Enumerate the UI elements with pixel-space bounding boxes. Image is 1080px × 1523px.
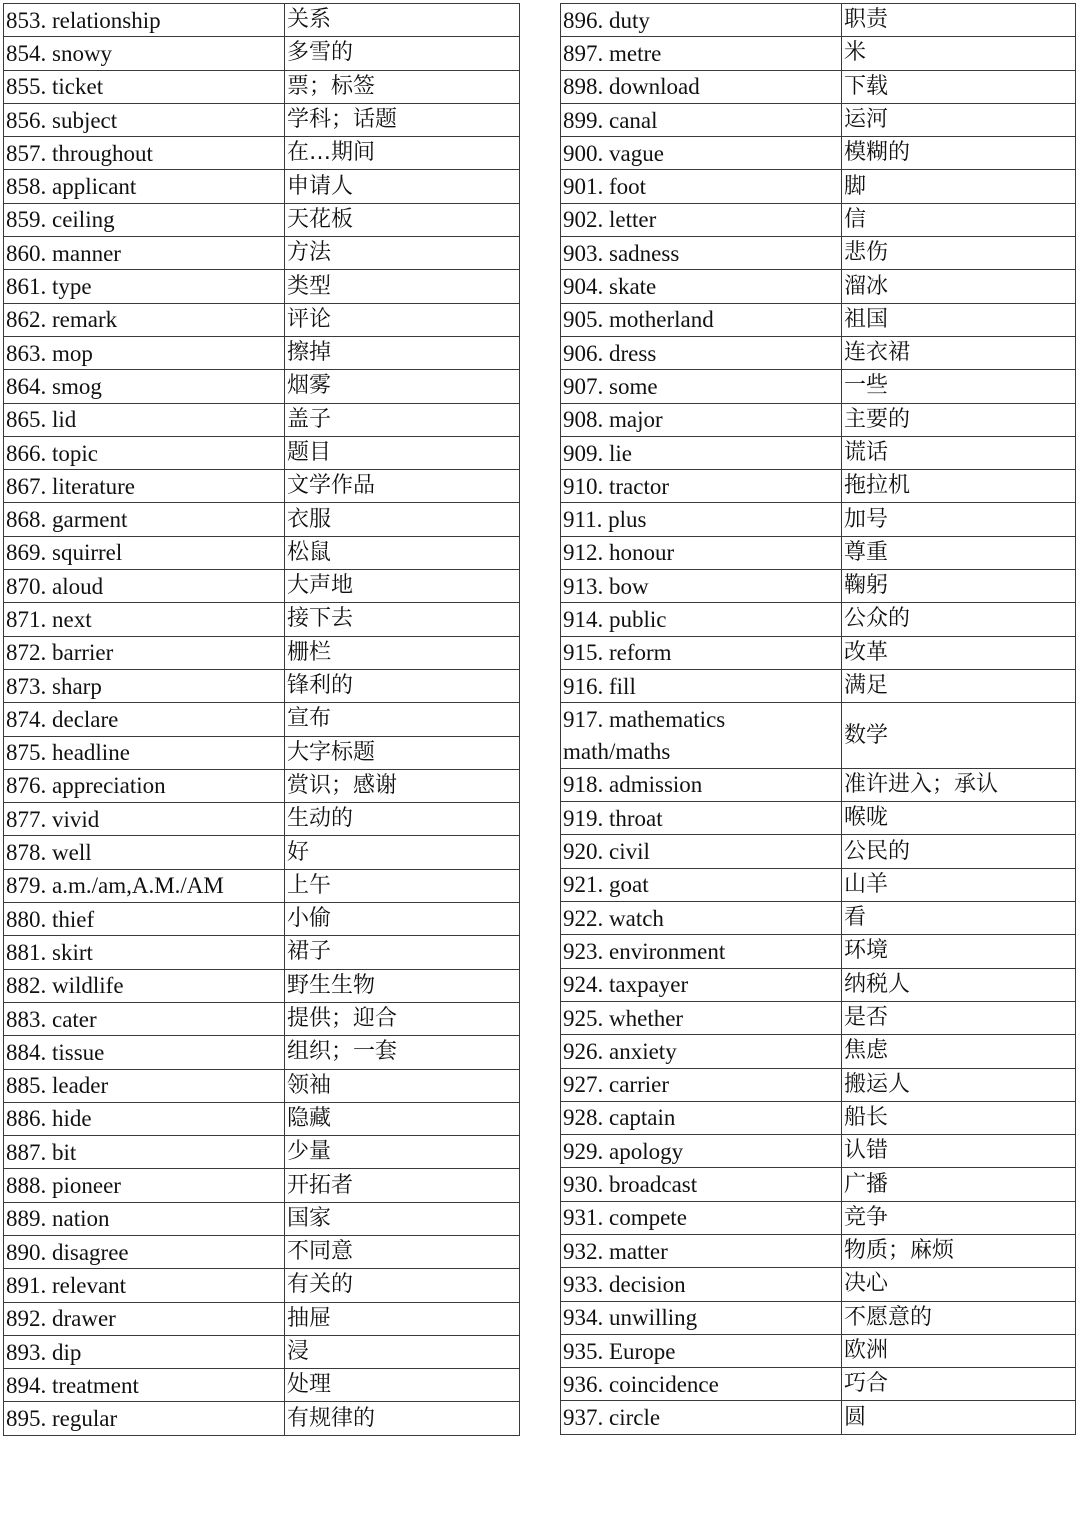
vocab-table-left: [3, 3, 520, 1436]
english-word-cell: 876. appreciation: [4, 769, 285, 802]
table-row: [4, 303, 520, 336]
table-row: [561, 536, 1076, 569]
table-row: [4, 103, 520, 136]
table-row: [4, 669, 520, 702]
table-row: [561, 203, 1076, 236]
table-row: [561, 1001, 1076, 1034]
table-row: [561, 103, 1076, 136]
chinese-meaning-cell: 尊重: [842, 536, 1076, 569]
chinese-meaning-cell: 环境: [842, 935, 1076, 968]
chinese-meaning-cell: 处理: [285, 1369, 520, 1402]
chinese-meaning-cell: 浸: [285, 1335, 520, 1368]
table-row: [4, 1402, 520, 1435]
chinese-meaning-cell: 评论: [285, 303, 520, 336]
chinese-meaning-cell: 票；标签: [285, 70, 520, 103]
english-word-cell: 858. applicant: [4, 170, 285, 203]
english-word-cell: 885. leader: [4, 1069, 285, 1102]
table-row: [4, 203, 520, 236]
table-row: [4, 503, 520, 536]
chinese-meaning-cell: 圆: [842, 1401, 1076, 1434]
english-word-cell: 932. matter: [561, 1234, 842, 1267]
english-word-cell: 907. some: [561, 370, 842, 403]
table-row: [4, 969, 520, 1002]
table-row: [4, 1202, 520, 1235]
table-row: [561, 902, 1076, 935]
chinese-meaning-cell: 学科；话题: [285, 103, 520, 136]
table-row: [561, 303, 1076, 336]
english-word-cell: 935. Europe: [561, 1334, 842, 1367]
table-row: [4, 1269, 520, 1302]
english-word-cell: 924. taxpayer: [561, 968, 842, 1001]
english-word-cell: 925. whether: [561, 1001, 842, 1034]
table-row: [4, 1169, 520, 1202]
table-row: [4, 536, 520, 569]
table-row: [4, 4, 520, 37]
table-row: [4, 869, 520, 902]
chinese-meaning-cell: 方法: [285, 237, 520, 270]
chinese-meaning-cell: 少量: [285, 1136, 520, 1169]
table-row: [561, 403, 1076, 436]
table-row: [4, 1369, 520, 1402]
chinese-meaning-cell: 盖子: [285, 403, 520, 436]
english-word-cell: 896. duty: [561, 4, 842, 37]
english-word-cell: 894. treatment: [4, 1369, 285, 1402]
chinese-meaning-cell: 申请人: [285, 170, 520, 203]
english-word-cell: 910. tractor: [561, 470, 842, 503]
table-row: [561, 669, 1076, 702]
english-word-cell: 914. public: [561, 603, 842, 636]
chinese-meaning-cell: 山羊: [842, 868, 1076, 901]
chinese-meaning-cell: 有关的: [285, 1269, 520, 1302]
chinese-meaning-cell: 喉咙: [842, 802, 1076, 835]
english-word-cell: 859. ceiling: [4, 203, 285, 236]
chinese-meaning-cell: 国家: [285, 1202, 520, 1235]
table-row: [561, 603, 1076, 636]
chinese-meaning-cell: 悲伤: [842, 237, 1076, 270]
table-row: [561, 636, 1076, 669]
english-word-cell: 890. disagree: [4, 1235, 285, 1268]
english-word-cell: 906. dress: [561, 336, 842, 369]
english-word-cell: 862. remark: [4, 303, 285, 336]
chinese-meaning-cell: 接下去: [285, 603, 520, 636]
chinese-meaning-cell: 裙子: [285, 936, 520, 969]
english-word-cell: 898. download: [561, 70, 842, 103]
chinese-meaning-cell: 溜冰: [842, 270, 1076, 303]
english-word-cell: 892. drawer: [4, 1302, 285, 1335]
english-word-cell: 878. well: [4, 836, 285, 869]
table-row: [4, 636, 520, 669]
chinese-meaning-cell: 竞争: [842, 1201, 1076, 1234]
english-word-cell: 918. admission: [561, 768, 842, 801]
english-word-cell: 900. vague: [561, 137, 842, 170]
table-row: [561, 170, 1076, 203]
english-word-cell: 931. compete: [561, 1201, 842, 1234]
table-row: [561, 935, 1076, 968]
english-word-cell: 889. nation: [4, 1202, 285, 1235]
chinese-meaning-cell: 拖拉机: [842, 470, 1076, 503]
english-word-cell: 901. foot: [561, 170, 842, 203]
chinese-meaning-cell: 米: [842, 37, 1076, 70]
table-row: [561, 4, 1076, 37]
english-word-cell: 877. vivid: [4, 803, 285, 836]
chinese-meaning-cell: 满足: [842, 669, 1076, 702]
english-word-cell: 936. coincidence: [561, 1368, 842, 1401]
chinese-meaning-cell: 衣服: [285, 503, 520, 536]
chinese-meaning-cell: 焦虑: [842, 1035, 1076, 1068]
table-row: [4, 336, 520, 369]
english-word-cell: 922. watch: [561, 902, 842, 935]
table-row: [4, 470, 520, 503]
english-word-cell: 883. cater: [4, 1002, 285, 1035]
table-row: [561, 1268, 1076, 1301]
table-row: [561, 1401, 1076, 1434]
chinese-meaning-cell: 提供；迎合: [285, 1002, 520, 1035]
table-row: [561, 336, 1076, 369]
table-row: [4, 736, 520, 769]
chinese-meaning-cell: 脚: [842, 170, 1076, 203]
english-word-cell: 872. barrier: [4, 636, 285, 669]
chinese-meaning-cell: 栅栏: [285, 636, 520, 669]
english-word-cell: 933. decision: [561, 1268, 842, 1301]
chinese-meaning-cell: 关系: [285, 4, 520, 37]
chinese-meaning-cell: 领袖: [285, 1069, 520, 1102]
english-word-cell: 891. relevant: [4, 1269, 285, 1302]
english-word-cell: 855. ticket: [4, 70, 285, 103]
table-row: [4, 37, 520, 70]
table-row: [4, 370, 520, 403]
chinese-meaning-cell: 开拓者: [285, 1169, 520, 1202]
chinese-meaning-cell: 改革: [842, 636, 1076, 669]
english-word-cell: 861. type: [4, 270, 285, 303]
english-word-cell: 884. tissue: [4, 1036, 285, 1069]
english-word-cell: 853. relationship: [4, 4, 285, 37]
chinese-meaning-cell: 不愿意的: [842, 1301, 1076, 1334]
english-word-cell: 927. carrier: [561, 1068, 842, 1101]
table-row: [561, 436, 1076, 469]
chinese-meaning-cell: 野生生物: [285, 969, 520, 1002]
table-row: [4, 570, 520, 603]
table-row: [4, 1302, 520, 1335]
english-word-cell: 930. broadcast: [561, 1168, 842, 1201]
english-word-cell: 856. subject: [4, 103, 285, 136]
english-word-cell: 874. declare: [4, 703, 285, 736]
table-row: [561, 1035, 1076, 1068]
english-word-cell: 866. topic: [4, 436, 285, 469]
chinese-meaning-cell: 赏识；感谢: [285, 769, 520, 802]
english-word-cell: 929. apology: [561, 1135, 842, 1168]
table-row: [4, 1335, 520, 1368]
english-word-cell: 937. circle: [561, 1401, 842, 1434]
chinese-meaning-cell: 有规律的: [285, 1402, 520, 1435]
table-row: [4, 1102, 520, 1135]
table-row: [4, 1069, 520, 1102]
english-word-cell: 886. hide: [4, 1102, 285, 1135]
chinese-meaning-cell: 在…期间: [285, 137, 520, 170]
chinese-meaning-cell: 公众的: [842, 603, 1076, 636]
chinese-meaning-cell: 隐藏: [285, 1102, 520, 1135]
chinese-meaning-cell: 欧洲: [842, 1334, 1076, 1367]
chinese-meaning-cell: 主要的: [842, 403, 1076, 436]
chinese-meaning-cell: 公民的: [842, 835, 1076, 868]
english-word-cell: 902. letter: [561, 203, 842, 236]
chinese-meaning-cell: 模糊的: [842, 137, 1076, 170]
chinese-meaning-cell: 加号: [842, 503, 1076, 536]
table-row: [561, 503, 1076, 536]
english-word-cell: 870. aloud: [4, 570, 285, 603]
table-row: [4, 1002, 520, 1035]
chinese-meaning-cell: 谎话: [842, 436, 1076, 469]
table-row: [561, 1201, 1076, 1234]
english-word-cell: 921. goat: [561, 868, 842, 901]
table-row: [561, 37, 1076, 70]
table-row: [4, 903, 520, 936]
table-row: [4, 270, 520, 303]
chinese-meaning-cell: 擦掉: [285, 336, 520, 369]
table-row: [561, 835, 1076, 868]
english-word-cell: 865. lid: [4, 403, 285, 436]
chinese-meaning-cell: 祖国: [842, 303, 1076, 336]
chinese-meaning-cell: 是否: [842, 1001, 1076, 1034]
table-row: [561, 768, 1076, 801]
table-row: [4, 769, 520, 802]
chinese-meaning-cell: 题目: [285, 436, 520, 469]
english-word-cell: math/maths: [561, 736, 842, 769]
table-row: [4, 803, 520, 836]
chinese-meaning-cell: 纳税人: [842, 968, 1076, 1001]
english-word-cell: 915. reform: [561, 636, 842, 669]
chinese-meaning-cell: 大字标题: [285, 736, 520, 769]
english-word-cell: 881. skirt: [4, 936, 285, 969]
table-row: [561, 1301, 1076, 1334]
table-row: [561, 570, 1076, 603]
english-word-cell: 888. pioneer: [4, 1169, 285, 1202]
table-row: [561, 470, 1076, 503]
english-word-cell: 928. captain: [561, 1101, 842, 1134]
table-row: [4, 936, 520, 969]
english-word-cell: 903. sadness: [561, 237, 842, 270]
table-row: [561, 70, 1076, 103]
table-row: [561, 802, 1076, 835]
table-row: [4, 603, 520, 636]
table-row: [4, 1235, 520, 1268]
chinese-meaning-cell: 抽屉: [285, 1302, 520, 1335]
english-word-cell: 882. wildlife: [4, 969, 285, 1002]
chinese-meaning-cell: 天花板: [285, 203, 520, 236]
table-row: [4, 436, 520, 469]
english-word-cell: 864. smog: [4, 370, 285, 403]
table-row: [4, 836, 520, 869]
english-word-cell: 857. throughout: [4, 137, 285, 170]
table-row: [4, 170, 520, 203]
english-word-cell: 926. anxiety: [561, 1035, 842, 1068]
chinese-meaning-cell: 连衣裙: [842, 336, 1076, 369]
english-word-cell: 869. squirrel: [4, 536, 285, 569]
english-word-cell: 908. major: [561, 403, 842, 436]
english-word-cell: 920. civil: [561, 835, 842, 868]
table-row: [561, 1101, 1076, 1134]
table-row: [4, 70, 520, 103]
english-word-cell: 904. skate: [561, 270, 842, 303]
chinese-meaning-cell: 认错: [842, 1135, 1076, 1168]
table-row: [561, 1068, 1076, 1101]
table-row: [4, 137, 520, 170]
chinese-meaning-cell: 看: [842, 902, 1076, 935]
table-row: [561, 1168, 1076, 1201]
chinese-meaning-cell: 宣布: [285, 703, 520, 736]
chinese-meaning-cell: 文学作品: [285, 470, 520, 503]
english-word-cell: 895. regular: [4, 1402, 285, 1435]
chinese-meaning-cell: 烟雾: [285, 370, 520, 403]
chinese-meaning-cell: 职责: [842, 4, 1076, 37]
chinese-meaning-cell: 鞠躬: [842, 570, 1076, 603]
english-word-cell: 897. metre: [561, 37, 842, 70]
english-word-cell: 880. thief: [4, 903, 285, 936]
english-word-cell: 899. canal: [561, 103, 842, 136]
chinese-meaning-cell: 决心: [842, 1268, 1076, 1301]
chinese-meaning-cell: 信: [842, 203, 1076, 236]
chinese-meaning-cell: 一些: [842, 370, 1076, 403]
table-row: [561, 868, 1076, 901]
table-row: [561, 370, 1076, 403]
chinese-meaning-cell: 搬运人: [842, 1068, 1076, 1101]
chinese-meaning-cell: 生动的: [285, 803, 520, 836]
table-row: [561, 703, 1076, 736]
chinese-meaning-cell: 数学: [842, 703, 1076, 769]
english-word-cell: 879. a.m./am,A.M./AM: [4, 869, 285, 902]
chinese-meaning-cell: 小偷: [285, 903, 520, 936]
table-row: [4, 1136, 520, 1169]
table-row: [561, 1234, 1076, 1267]
table-row: [561, 968, 1076, 1001]
english-word-cell: 867. literature: [4, 470, 285, 503]
english-word-cell: 934. unwilling: [561, 1301, 842, 1334]
chinese-meaning-cell: 巧合: [842, 1368, 1076, 1401]
english-word-cell: 868. garment: [4, 503, 285, 536]
chinese-meaning-cell: 上午: [285, 869, 520, 902]
table-row: [4, 237, 520, 270]
table-row: [561, 1334, 1076, 1367]
english-word-cell: 871. next: [4, 603, 285, 636]
english-word-cell: 909. lie: [561, 436, 842, 469]
english-word-cell: 854. snowy: [4, 37, 285, 70]
english-word-cell: 860. manner: [4, 237, 285, 270]
english-word-cell: 863. mop: [4, 336, 285, 369]
chinese-meaning-cell: 物质；麻烦: [842, 1234, 1076, 1267]
chinese-meaning-cell: 运河: [842, 103, 1076, 136]
table-row: [561, 237, 1076, 270]
chinese-meaning-cell: 准许进入；承认: [842, 768, 1076, 801]
table-row: [561, 270, 1076, 303]
table-row: [4, 1036, 520, 1069]
english-word-cell: 905. motherland: [561, 303, 842, 336]
table-row: [561, 1135, 1076, 1168]
english-word-cell: 916. fill: [561, 669, 842, 702]
english-word-cell: 912. honour: [561, 536, 842, 569]
table-row: [4, 403, 520, 436]
vocab-table-right: [560, 3, 1076, 1435]
chinese-meaning-cell: 船长: [842, 1101, 1076, 1134]
chinese-meaning-cell: 好: [285, 836, 520, 869]
table-row: [561, 137, 1076, 170]
english-word-cell: 917. mathematics: [561, 703, 842, 736]
chinese-meaning-cell: 锋利的: [285, 669, 520, 702]
english-word-cell: 887. bit: [4, 1136, 285, 1169]
english-word-cell: 919. throat: [561, 802, 842, 835]
chinese-meaning-cell: 组织；一套: [285, 1036, 520, 1069]
chinese-meaning-cell: 下载: [842, 70, 1076, 103]
english-word-cell: 893. dip: [4, 1335, 285, 1368]
english-word-cell: 913. bow: [561, 570, 842, 603]
chinese-meaning-cell: 多雪的: [285, 37, 520, 70]
english-word-cell: 873. sharp: [4, 669, 285, 702]
chinese-meaning-cell: 类型: [285, 270, 520, 303]
english-word-cell: 875. headline: [4, 736, 285, 769]
chinese-meaning-cell: 广播: [842, 1168, 1076, 1201]
chinese-meaning-cell: 松鼠: [285, 536, 520, 569]
english-word-cell: 911. plus: [561, 503, 842, 536]
table-row: [561, 1368, 1076, 1401]
table-row: [4, 703, 520, 736]
english-word-cell: 923. environment: [561, 935, 842, 968]
chinese-meaning-cell: 不同意: [285, 1235, 520, 1268]
chinese-meaning-cell: 大声地: [285, 570, 520, 603]
